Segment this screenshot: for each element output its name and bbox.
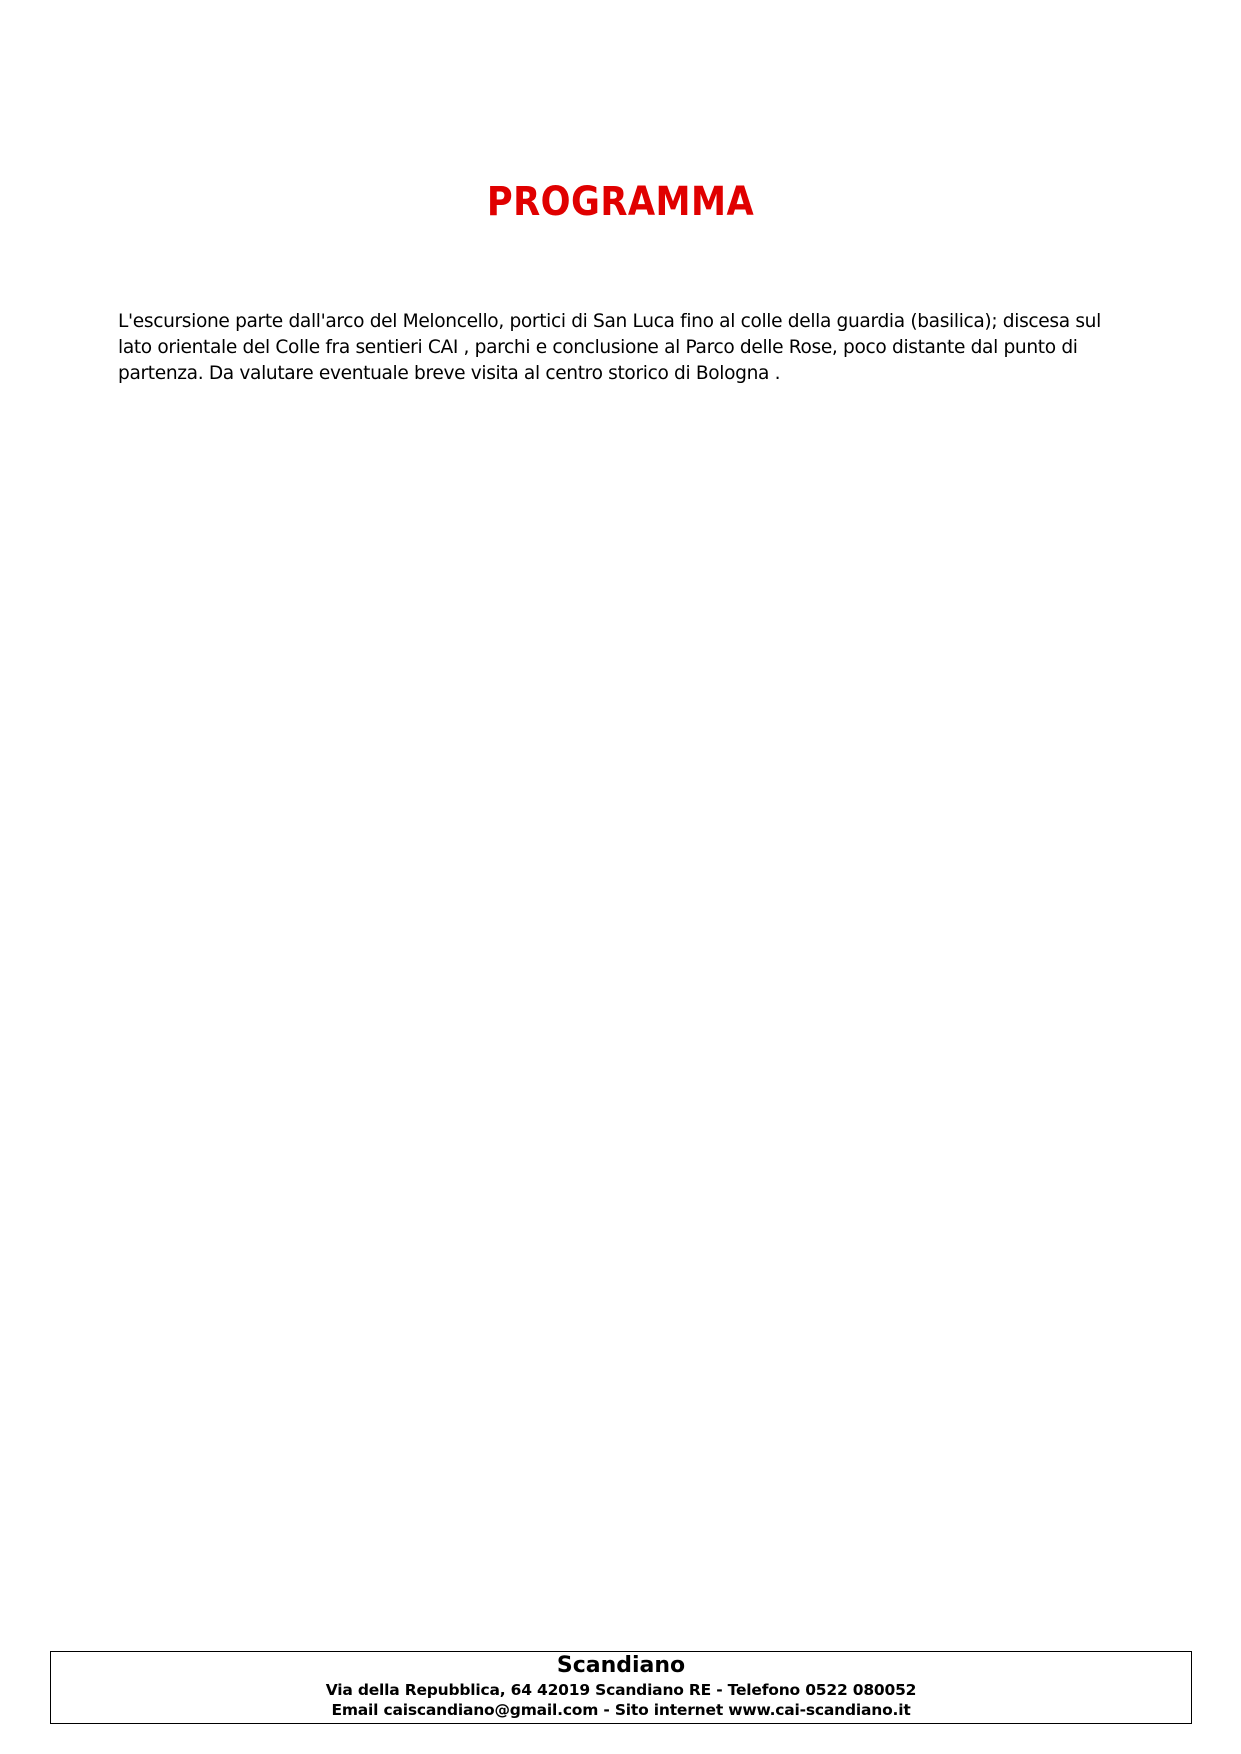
footer-address-line: Via della Repubblica, 64 42019 Scandiano RE - Telefono 0522 080052 <box>325 1681 917 1699</box>
page-title: PROGRAMMA <box>486 179 755 225</box>
footer-organization-name: Scandiano <box>556 1653 686 1678</box>
footer-contact-line: Email caiscandiano@gmail.com - Sito internet www.cai-scandiano.it <box>331 1701 911 1719</box>
footer-box <box>50 1651 1192 1724</box>
programme-description: L'escursione parte dall'arco del Meloncello, portici di San Luca fino al colle della guardia (basilica); discesa sul lato orientale del Colle fra sentieri CAI , parchi e conclusione al Parco delle Rose, poco distante dal punto di partenza. Da valutare eventuale breve visita al centro storico di Bologna . <box>118 311 1101 384</box>
